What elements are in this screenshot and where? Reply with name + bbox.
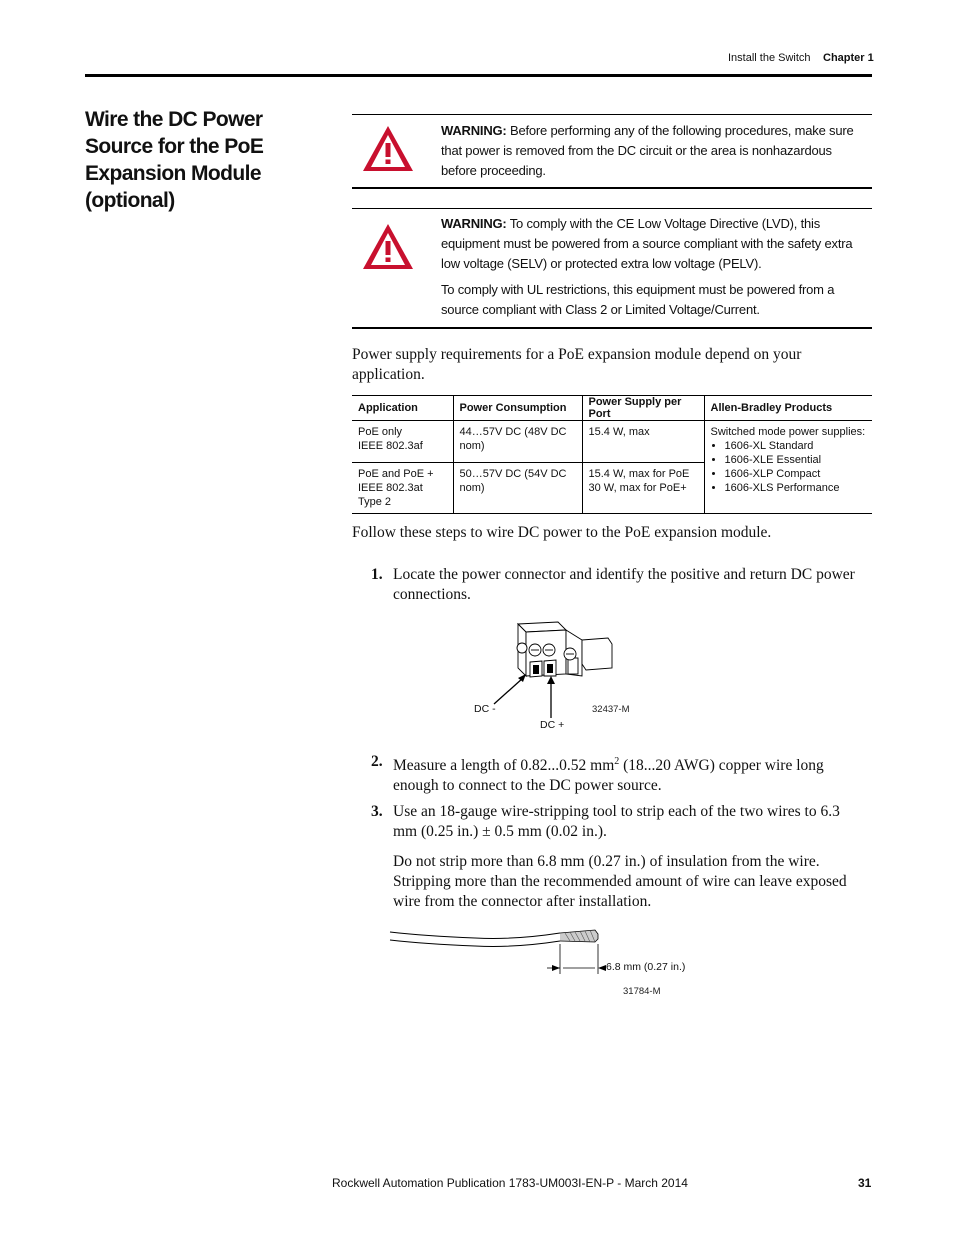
table-header-row bbox=[352, 396, 872, 421]
step-3-text: Use an 18-gauge wire-stripping tool to strip each of the two wires to 6.3 mm (0.25 in.) ± 0.5 mm (0.02 in.). bbox=[393, 803, 840, 840]
warning-1-text bbox=[441, 121, 861, 181]
step-2-text-b: (18...20 AWG) copper wire long enough to connect to the DC power source. bbox=[393, 757, 824, 795]
step-1-number: 1. bbox=[371, 566, 383, 583]
header-rule bbox=[85, 74, 872, 77]
step-2-text-a: Measure a length of 0.82...0.52 mm bbox=[393, 757, 615, 775]
app-line-1: PoE only bbox=[358, 426, 403, 438]
warning-2-text bbox=[441, 214, 861, 274]
warning-triangle-icon bbox=[360, 123, 416, 175]
dc-plus-label: DC + bbox=[540, 719, 565, 731]
figure-1-id: 32437-M bbox=[592, 704, 630, 715]
col-header-application: Application bbox=[352, 396, 453, 421]
cell-supply bbox=[582, 421, 704, 463]
cell-consumption: 50…57V DC (54V DC nom) bbox=[453, 463, 582, 514]
list-item: • 1606-XLE Essential bbox=[725, 453, 867, 467]
cell-consumption: 44…57V DC (48V DC nom) bbox=[453, 421, 582, 463]
power-requirements-table bbox=[352, 395, 872, 514]
products-list bbox=[711, 439, 867, 495]
supply-line-1: 15.4 W, max for PoE bbox=[588, 468, 690, 480]
step-3-note: Do not strip more than 6.8 mm (0.27 in.) of insulation from the wire. Stripping more than the recommended amount of wire can leave exposed wire from the connector after installation. bbox=[393, 853, 847, 910]
cell-application bbox=[352, 463, 453, 514]
stripped-wire-figure bbox=[385, 922, 625, 982]
section-title: Wire the DC Power Source for the PoE Expansion Module (optional) bbox=[85, 108, 264, 212]
app-line-1: PoE and PoE + bbox=[358, 468, 434, 480]
supply-line-2: 30 W, max for PoE+ bbox=[588, 482, 687, 494]
step-2-text bbox=[393, 752, 863, 796]
step-2-sup: 2 bbox=[614, 756, 620, 767]
cell-supply bbox=[582, 463, 704, 514]
intro-paragraph: Power supply requirements for a PoE expansion module depend on your application. bbox=[352, 346, 802, 383]
warning-box-1 bbox=[352, 114, 872, 189]
running-header-section: Install the Switch bbox=[728, 52, 811, 64]
step-1-text: Locate the power connector and identify the positive and return DC power connections. bbox=[393, 566, 855, 603]
table-row bbox=[352, 421, 872, 463]
app-line-2: IEEE 802.3af bbox=[358, 440, 423, 452]
warning-1-label: WARNING: bbox=[441, 123, 507, 138]
running-header-chapter: Chapter 1 bbox=[823, 52, 874, 64]
list-item: • 1606-XL Standard bbox=[725, 439, 867, 453]
list-item: • 1606-XLS Performance bbox=[725, 481, 867, 495]
cell-application bbox=[352, 421, 453, 463]
warning-triangle-icon bbox=[360, 221, 416, 273]
warning-2-ul-text: To comply with UL restrictions, this equipment must be powered from a source compliant with Class 2 or Limited Voltage/Current. bbox=[441, 282, 835, 317]
cell-products bbox=[704, 421, 872, 514]
step-3-number: 3. bbox=[371, 803, 383, 820]
strip-dimension-label: 6.8 mm (0.27 in.) bbox=[606, 961, 686, 973]
figure-2-id: 31784-M bbox=[623, 986, 661, 997]
page-number: 31 bbox=[858, 1176, 872, 1190]
warning-box-2 bbox=[352, 208, 872, 329]
app-line-2: IEEE 802.3at Type 2 bbox=[358, 482, 423, 508]
warning-2-label: WARNING: bbox=[441, 216, 507, 231]
dc-minus-label: DC - bbox=[474, 703, 496, 715]
products-intro: Switched mode power supplies: bbox=[710, 426, 866, 438]
warning-2-body: To comply with the CE Low Voltage Directive (LVD), this equipment must be powered from a source compliant with the safety extra low voltage (SELV) or protected extra low voltage (PELV). bbox=[441, 216, 853, 271]
follow-paragraph: Follow these steps to wire DC power to the PoE expansion module. bbox=[352, 524, 772, 541]
warning-1-body: Before performing any of the following procedures, make sure that power is removed from the DC circuit or the area is nonhazardous before proceeding. bbox=[441, 123, 854, 178]
footer-publication: Rockwell Automation Publication 1783-UM003I-EN-P - March 2014 bbox=[332, 1176, 688, 1190]
supply-line-1: 15.4 W, max bbox=[588, 426, 650, 438]
col-header-power-supply: Power Supply per Port bbox=[582, 396, 704, 421]
step-2-number: 2. bbox=[371, 753, 383, 770]
col-header-power-consumption: Power Consumption bbox=[453, 396, 582, 421]
col-header-products: Allen-Bradley Products bbox=[704, 396, 872, 421]
list-item: • 1606-XLP Compact bbox=[725, 467, 867, 481]
